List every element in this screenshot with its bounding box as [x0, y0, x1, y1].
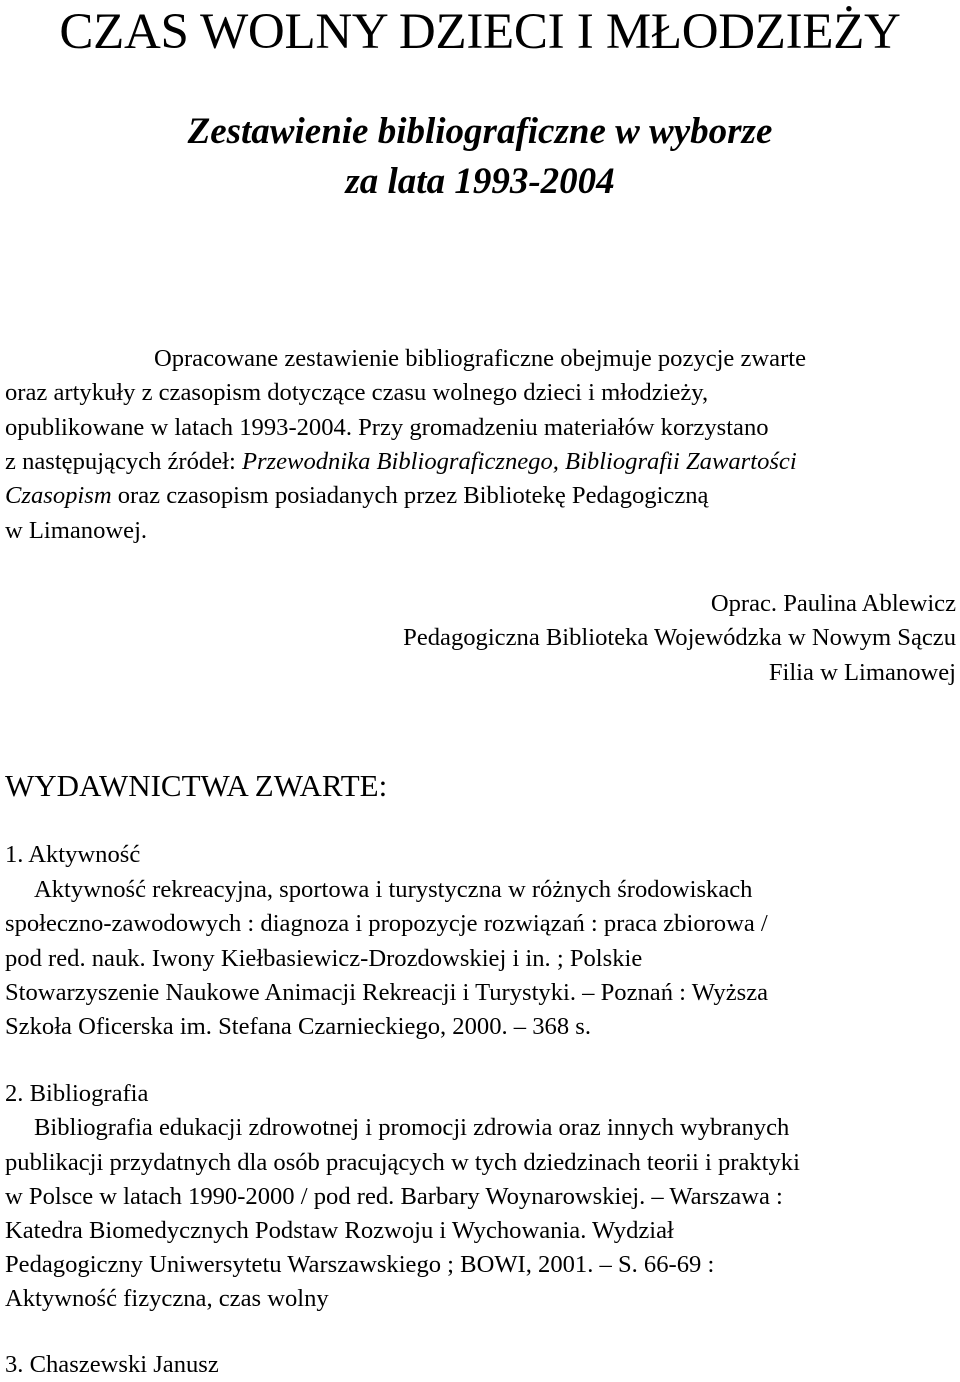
- entry-1-line-3: pod red. nauk. Iwony Kiełbasiewicz-Drozdowskiej i in. ; Polskie: [5, 945, 643, 972]
- credits-author: Oprac. Paulina Ablewicz: [710, 590, 956, 617]
- entry-1-line-5: Szkoła Oficerska im. Stefana Czarnieckiego, 2000. – 368 s.: [5, 1013, 591, 1040]
- entry-2-line-1: Bibliografia edukacji zdrowotnej i promocji zdrowia oraz innych wybranych: [34, 1114, 790, 1141]
- document-subtitle-line-1: Zestawienie bibliograficzne w wyborze: [187, 111, 773, 152]
- intro-line-2: oraz artykuły z czasopism dotyczące czasu wolnego dzieci i młodzieży,: [5, 379, 709, 406]
- entry-2-line-4: Katedra Biomedycznych Podstaw Rozwoju i Wychowania. Wydział: [5, 1217, 674, 1244]
- intro-line-4-plain: z następujących źródeł:: [5, 448, 242, 475]
- credits-institution: Pedagogiczna Biblioteka Wojewódzka w Nowym Sączu: [403, 624, 956, 651]
- intro-line-4: [5, 445, 797, 479]
- entry-2-heading: 2. Bibliografia: [5, 1080, 149, 1107]
- entry-2-line-5: Pedagogiczny Uniwersytetu Warszawskiego ; BOWI, 2001. – S. 66-69 :: [5, 1251, 715, 1278]
- intro-line-6: w Limanowej.: [5, 517, 148, 544]
- intro-line-5-italic: Czasopism: [5, 482, 112, 509]
- intro-line-3: opublikowane w latach 1993-2004. Przy gromadzeniu materiałów korzystano: [5, 414, 769, 441]
- document-title: CZAS WOLNY DZIECI I MŁODZIEŻY: [59, 4, 901, 60]
- entry-2-line-6: Aktywność fizyczna, czas wolny: [5, 1285, 329, 1312]
- entry-1-heading: 1. Aktywność: [5, 841, 141, 868]
- document-subtitle-line-2: za lata 1993-2004: [345, 161, 615, 202]
- entry-1-line-1: Aktywność rekreacyjna, sportowa i turystyczna w różnych środowiskach: [34, 876, 753, 903]
- entry-3-heading: 3. Chaszewski Janusz: [5, 1351, 219, 1378]
- entry-2-line-2: publikacji przydatnych dla osób pracujących w tych dziedzinach teorii i praktyki: [5, 1149, 800, 1176]
- section-heading: WYDAWNICTWA ZWARTE:: [5, 768, 388, 803]
- entry-1-line-4: Stowarzyszenie Naukowe Animacji Rekreacji i Turystyki. – Poznań : Wyższa: [5, 979, 769, 1006]
- intro-line-5: [5, 479, 708, 513]
- intro-line-1: Opracowane zestawienie bibliograficzne obejmuje pozycje zwarte: [153, 345, 807, 372]
- credits-branch: Filia w Limanowej: [768, 659, 956, 686]
- intro-line-4-italic: Przewodnika Bibliograficznego, Bibliografii Zawartości: [241, 448, 797, 475]
- entry-1-line-2: społeczno-zawodowych : diagnoza i propozycje rozwiązań : praca zbiorowa /: [5, 910, 768, 937]
- intro-line-5-plain: oraz czasopism posiadanych przez Bibliotekę Pedagogiczną: [111, 482, 709, 509]
- entry-2-line-3: w Polsce w latach 1990-2000 / pod red. Barbary Woynarowskiej. – Warszawa :: [5, 1183, 783, 1210]
